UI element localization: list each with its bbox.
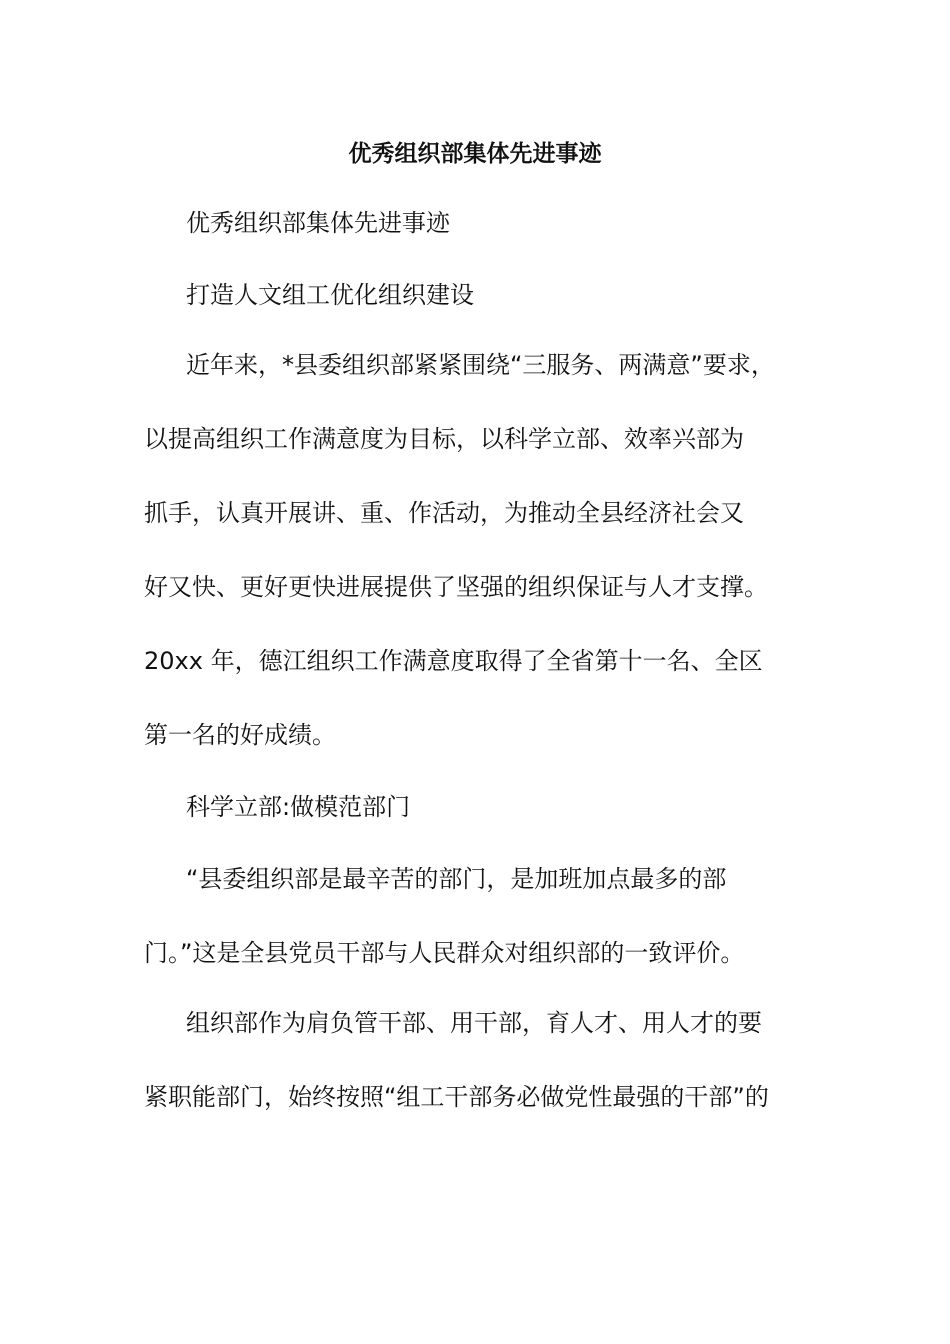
paragraph-line: 抓手，认真开展讲、重、作活动，为推动全县经济社会又 <box>144 499 744 527</box>
paragraph-line: 好又快、更好更快进展提供了坚强的组织保证与人才支撑。 <box>144 573 768 601</box>
paragraph-line: 20xx 年，德江组织工作满意度取得了全省第十一名、全区 <box>144 647 763 675</box>
paragraph-line: “县委组织部是最辛苦的部门，是加班加点最多的部 <box>186 865 727 893</box>
paragraph-line: 紧职能部门，始终按照“组工干部务必做党性最强的干部”的 <box>144 1083 769 1111</box>
paragraph-line: 门。”这是全县党员干部与人民群众对组织部的一致评价。 <box>144 939 745 967</box>
paragraph-line: 组织部作为肩负管干部、用干部，育人才、用人才的要 <box>186 1009 762 1037</box>
section-heading: 科学立部:做模范部门 <box>186 793 411 821</box>
section-heading: 打造人文组工优化组织建设 <box>186 281 474 309</box>
paragraph-line: 以提高组织工作满意度为目标，以科学立部、效率兴部为 <box>144 425 744 453</box>
subtitle: 优秀组织部集体先进事迹 <box>186 209 450 237</box>
paragraph-line: 近年来，*县委组织部紧紧围绕“三服务、两满意”要求， <box>186 351 775 379</box>
paragraph-line: 第一名的好成绩。 <box>144 721 336 749</box>
document-title: 优秀组织部集体先进事迹 <box>348 141 602 167</box>
